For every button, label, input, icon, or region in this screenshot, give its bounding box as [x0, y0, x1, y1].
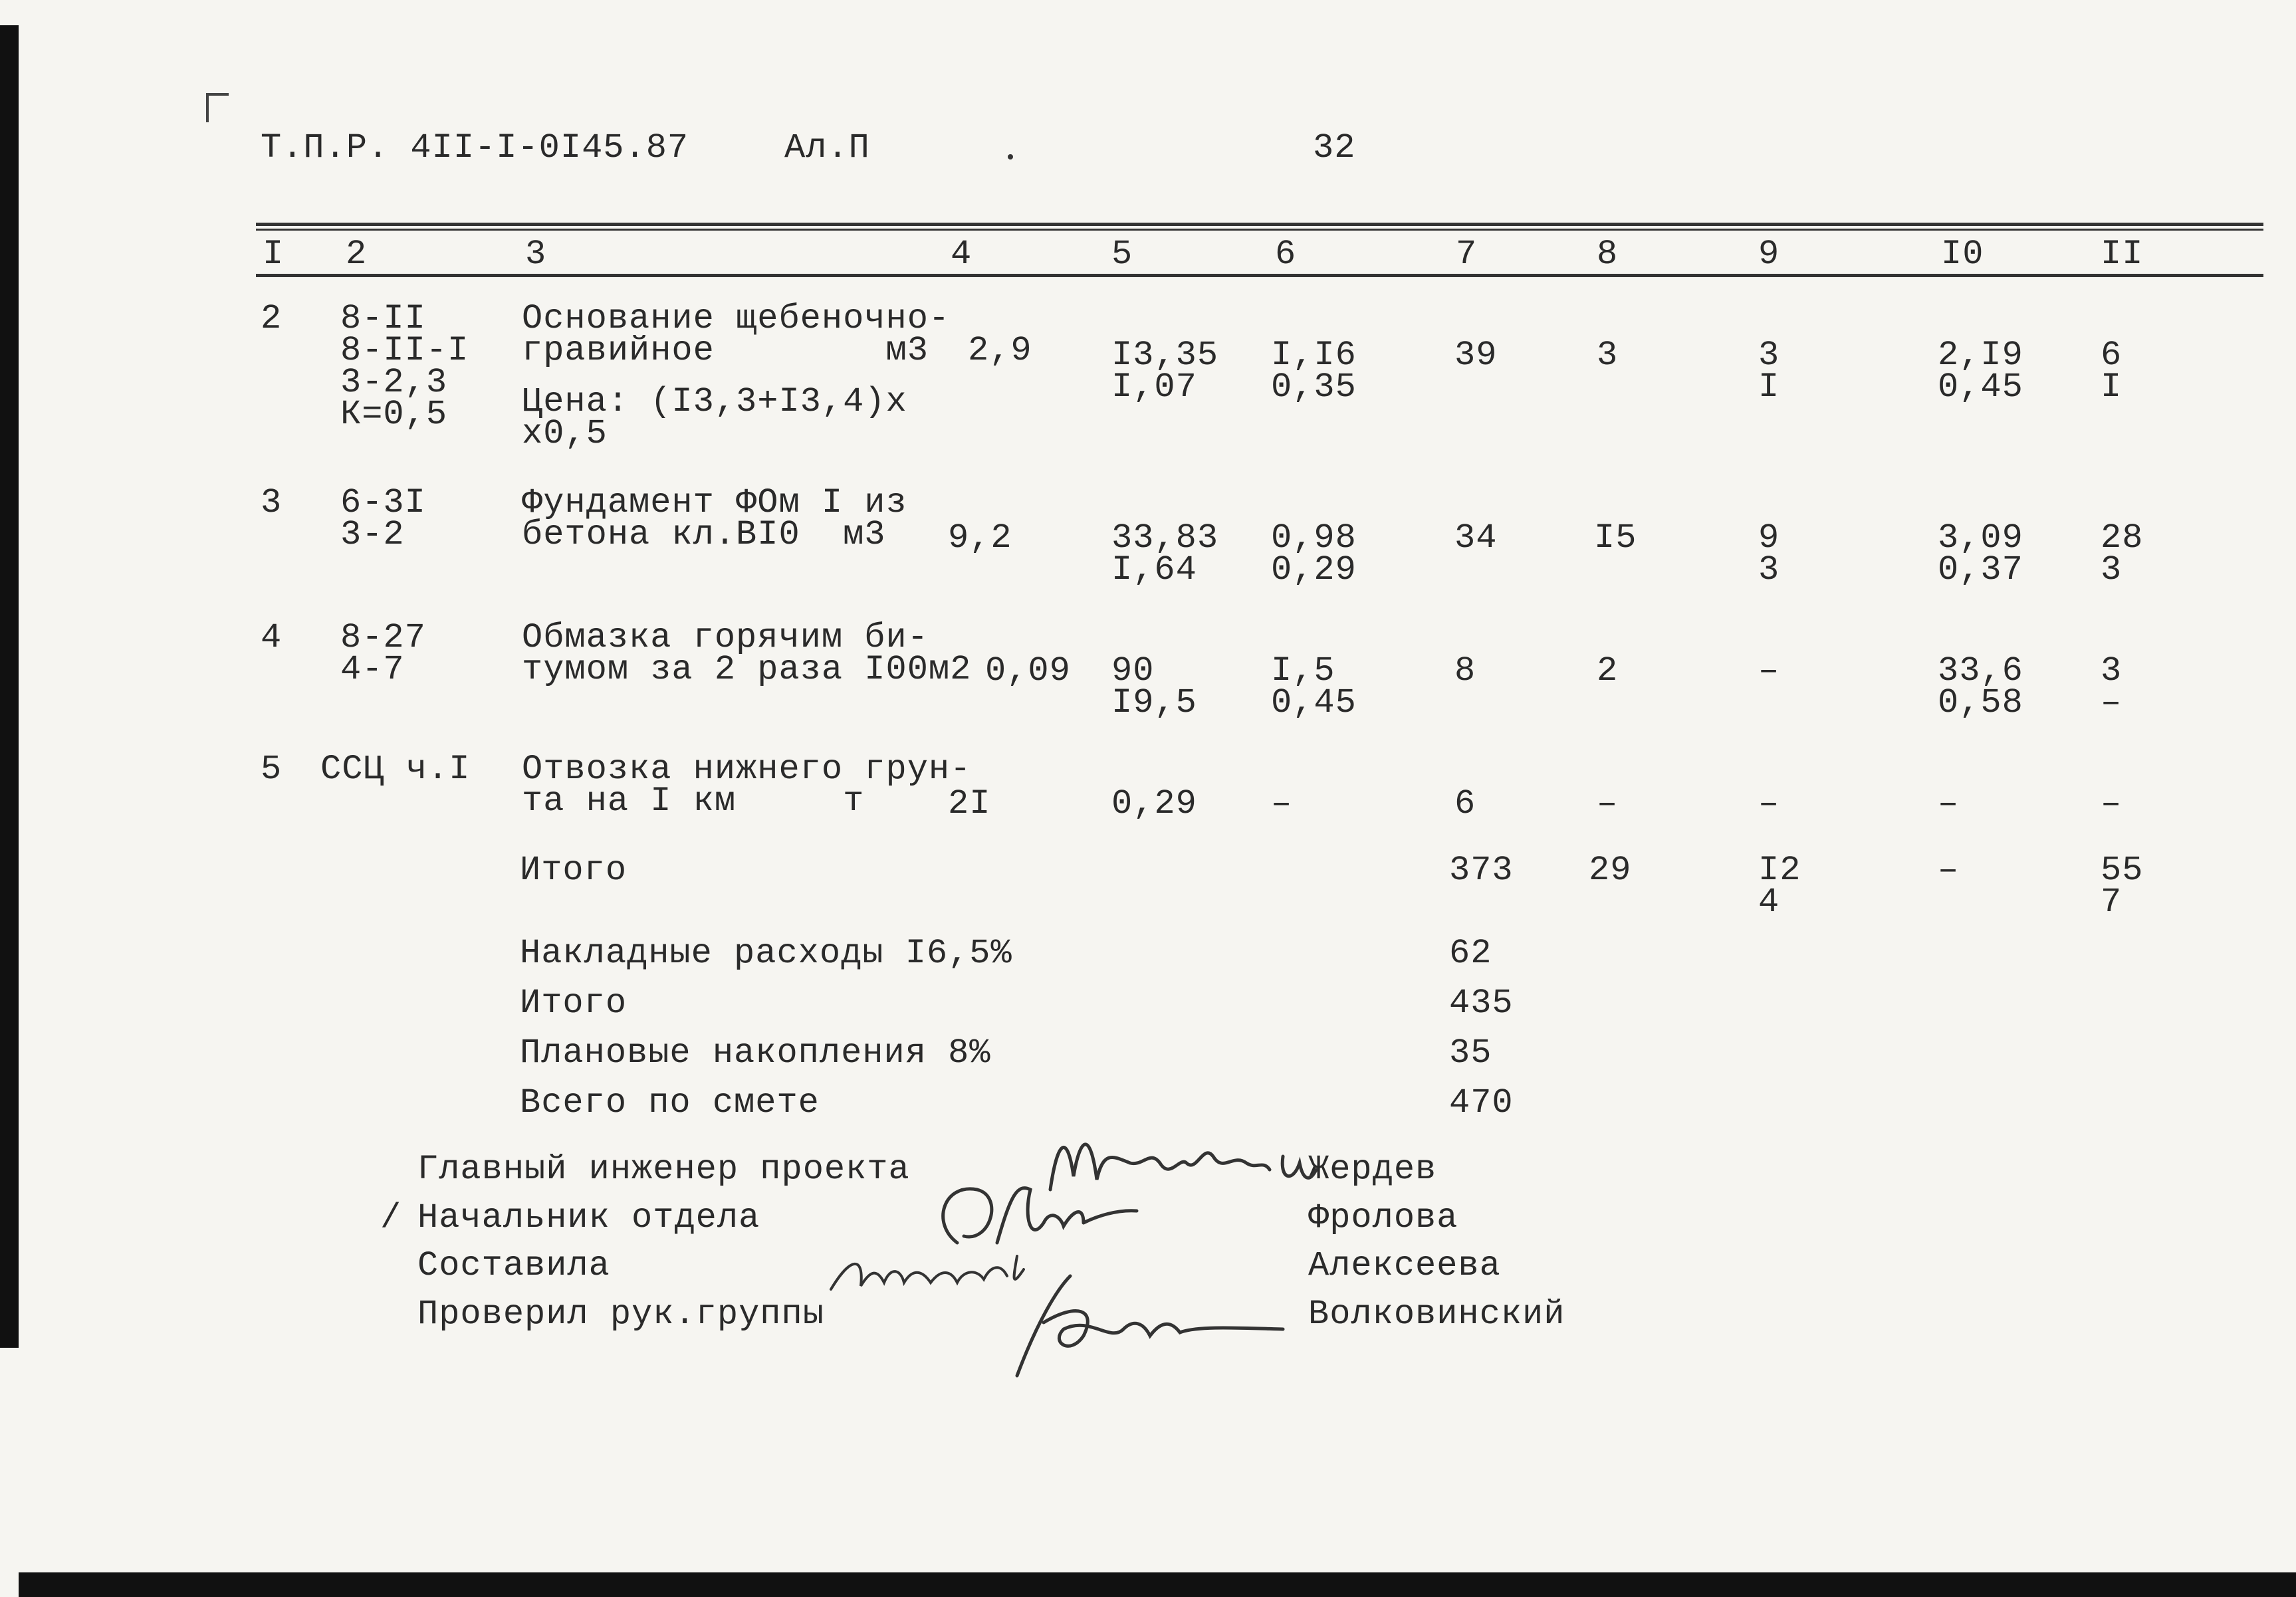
subtotal-col11: 7 [2101, 883, 2123, 922]
rate-code: 3-2,3 [340, 363, 448, 402]
page-number: 32 [1313, 128, 1356, 167]
rate-code: К=0,5 [340, 395, 448, 434]
signatory-role: Проверил рук.группы [417, 1295, 824, 1334]
unit-price: I,64 [1111, 550, 1197, 589]
department-head-signature-icon [917, 1170, 1143, 1263]
rate-code: 8-II-I [340, 331, 469, 370]
quantity: 0,09 [985, 651, 1071, 691]
col-header-10: I0 [1941, 235, 1984, 274]
overhead-label: Накладные расходы I6,5% [520, 934, 1012, 973]
planned-savings-value: 35 [1449, 1033, 1492, 1073]
col9-value: 3 [1758, 336, 1780, 375]
work-name: бетона кл.BI0 м3 [522, 515, 886, 554]
col6-value: I,5 [1271, 651, 1335, 691]
signatory-role: Составила [417, 1246, 610, 1285]
unit-price: 90 [1111, 651, 1155, 691]
subtotal-col8: 29 [1589, 851, 1632, 890]
col8-value: – [1597, 784, 1619, 823]
work-name: та на I км т [522, 782, 865, 821]
subtotal-col11: 55 [2101, 851, 2144, 890]
quantity: 2I [948, 784, 991, 823]
scan-bottom-border [19, 1572, 2296, 1597]
work-name: Обмазка горячим би- [522, 618, 929, 657]
col-header-3: 3 [525, 235, 547, 274]
col-header-6: 6 [1275, 235, 1297, 274]
col6-value: 0,45 [1271, 683, 1357, 722]
rate-code: 3-2 [340, 515, 405, 554]
col9-value: – [1758, 784, 1780, 823]
quantity: 9,2 [948, 518, 1012, 558]
col9-value: – [1758, 651, 1780, 691]
grand-total-label: Всего по смете [520, 1083, 820, 1122]
grand-total-value: 470 [1449, 1083, 1514, 1122]
col-header-4: 4 [951, 235, 973, 274]
total-label: Итого [520, 984, 628, 1023]
col-header-9: 9 [1758, 235, 1780, 274]
price-note: х0,5 [522, 414, 608, 453]
col7-value: 6 [1454, 784, 1476, 823]
col8-value: I5 [1594, 518, 1637, 558]
col10-value: 0,37 [1938, 550, 2023, 589]
col6-value: – [1271, 784, 1293, 823]
subtotal-col9: 4 [1758, 883, 1780, 922]
signatory-role: Начальник отдела [417, 1198, 760, 1237]
table-top-rule-double [256, 229, 2263, 231]
col8-value: 2 [1597, 651, 1619, 691]
col9-value: I [1758, 368, 1780, 407]
col7-value: 34 [1454, 518, 1498, 558]
col-header-7: 7 [1456, 235, 1478, 274]
col11-value: I [2101, 368, 2123, 407]
work-name: Основание щебеночно- [522, 299, 951, 338]
unit-price: I9,5 [1111, 683, 1197, 722]
unit-price: 33,83 [1111, 518, 1219, 558]
signatory-name: Фролова [1308, 1198, 1458, 1237]
corner-mark [206, 93, 229, 122]
signatory-name: Жердев [1308, 1150, 1437, 1189]
col6-value: 0,29 [1271, 550, 1357, 589]
col10-value: 0,58 [1938, 683, 2023, 722]
col9-value: 9 [1758, 518, 1780, 558]
subtotal-col10: – [1938, 851, 1960, 890]
price-note: Цена: (I3,3+I3,4)х [522, 382, 907, 421]
scan-left-border [0, 25, 19, 1348]
col-header-5: 5 [1111, 235, 1133, 274]
col10-value: – [1938, 784, 1960, 823]
row-number: 4 [261, 618, 283, 657]
row-number: 5 [261, 750, 283, 789]
col11-value: – [2101, 683, 2123, 722]
col-header-1: I [263, 235, 285, 274]
table-top-rule [256, 223, 2263, 226]
work-name: Фундамент ФОм I из [522, 483, 907, 522]
subtotal-col7: 373 [1449, 851, 1514, 890]
work-name: гравийное м3 [522, 331, 929, 370]
col11-value: 3 [2101, 550, 2123, 589]
work-name: Отвозка нижнего грун- [522, 750, 972, 789]
col10-value: 3,09 [1938, 518, 2023, 558]
col-header-11: II [2101, 235, 2144, 274]
album-label: Ал.П [784, 128, 870, 167]
compiler-signature-icon [824, 1243, 1044, 1303]
unit-price: I,07 [1111, 368, 1197, 407]
bullet-dot [1008, 154, 1013, 160]
signatory-name: Алексеева [1308, 1246, 1501, 1285]
col9-value: 3 [1758, 550, 1780, 589]
col11-value: 28 [2101, 518, 2144, 558]
unit-price: I3,35 [1111, 336, 1219, 375]
signatory-role: Главный инженер проекта [417, 1150, 910, 1189]
col11-value: – [2101, 784, 2123, 823]
document-code: Т.П.Р. 4II-I-0I45.87 [261, 128, 689, 167]
planned-savings-label: Плановые накопления 8% [520, 1033, 991, 1073]
subtotal-col9: I2 [1758, 851, 1801, 890]
rate-code: ССЦ ч.I [320, 750, 471, 789]
col-header-2: 2 [346, 235, 368, 274]
header-bottom-rule [256, 274, 2263, 277]
total-value: 435 [1449, 984, 1514, 1023]
col11-value: 6 [2101, 336, 2123, 375]
col6-value: I,I6 [1271, 336, 1357, 375]
col10-value: 0,45 [1938, 368, 2023, 407]
row-number: 2 [261, 299, 283, 338]
overhead-value: 62 [1449, 934, 1492, 973]
chief-engineer-signature-icon [1037, 1117, 1323, 1210]
work-name: тумом за 2 раза I00м2 [522, 650, 972, 689]
col11-value: 3 [2101, 651, 2123, 691]
unit-price: 0,29 [1111, 784, 1197, 823]
col8-value: 3 [1597, 336, 1619, 375]
col6-value: 0,35 [1271, 368, 1357, 407]
checker-signature-icon [997, 1263, 1290, 1382]
subtotal-label: Итого [520, 851, 628, 890]
col7-value: 39 [1454, 336, 1498, 375]
rate-code: 4-7 [340, 650, 405, 689]
rate-code: 8-27 [340, 618, 426, 657]
col10-value: 2,I9 [1938, 336, 2023, 375]
col-header-8: 8 [1597, 235, 1619, 274]
slash-mark: / [380, 1198, 402, 1237]
quantity: 2,9 [968, 331, 1032, 370]
row-number: 3 [261, 483, 283, 522]
signatory-name: Волковинский [1308, 1295, 1565, 1334]
rate-code: 8-II [340, 299, 426, 338]
col6-value: 0,98 [1271, 518, 1357, 558]
col10-value: 33,6 [1938, 651, 2023, 691]
col7-value: 8 [1454, 651, 1476, 691]
rate-code: 6-3I [340, 483, 426, 522]
